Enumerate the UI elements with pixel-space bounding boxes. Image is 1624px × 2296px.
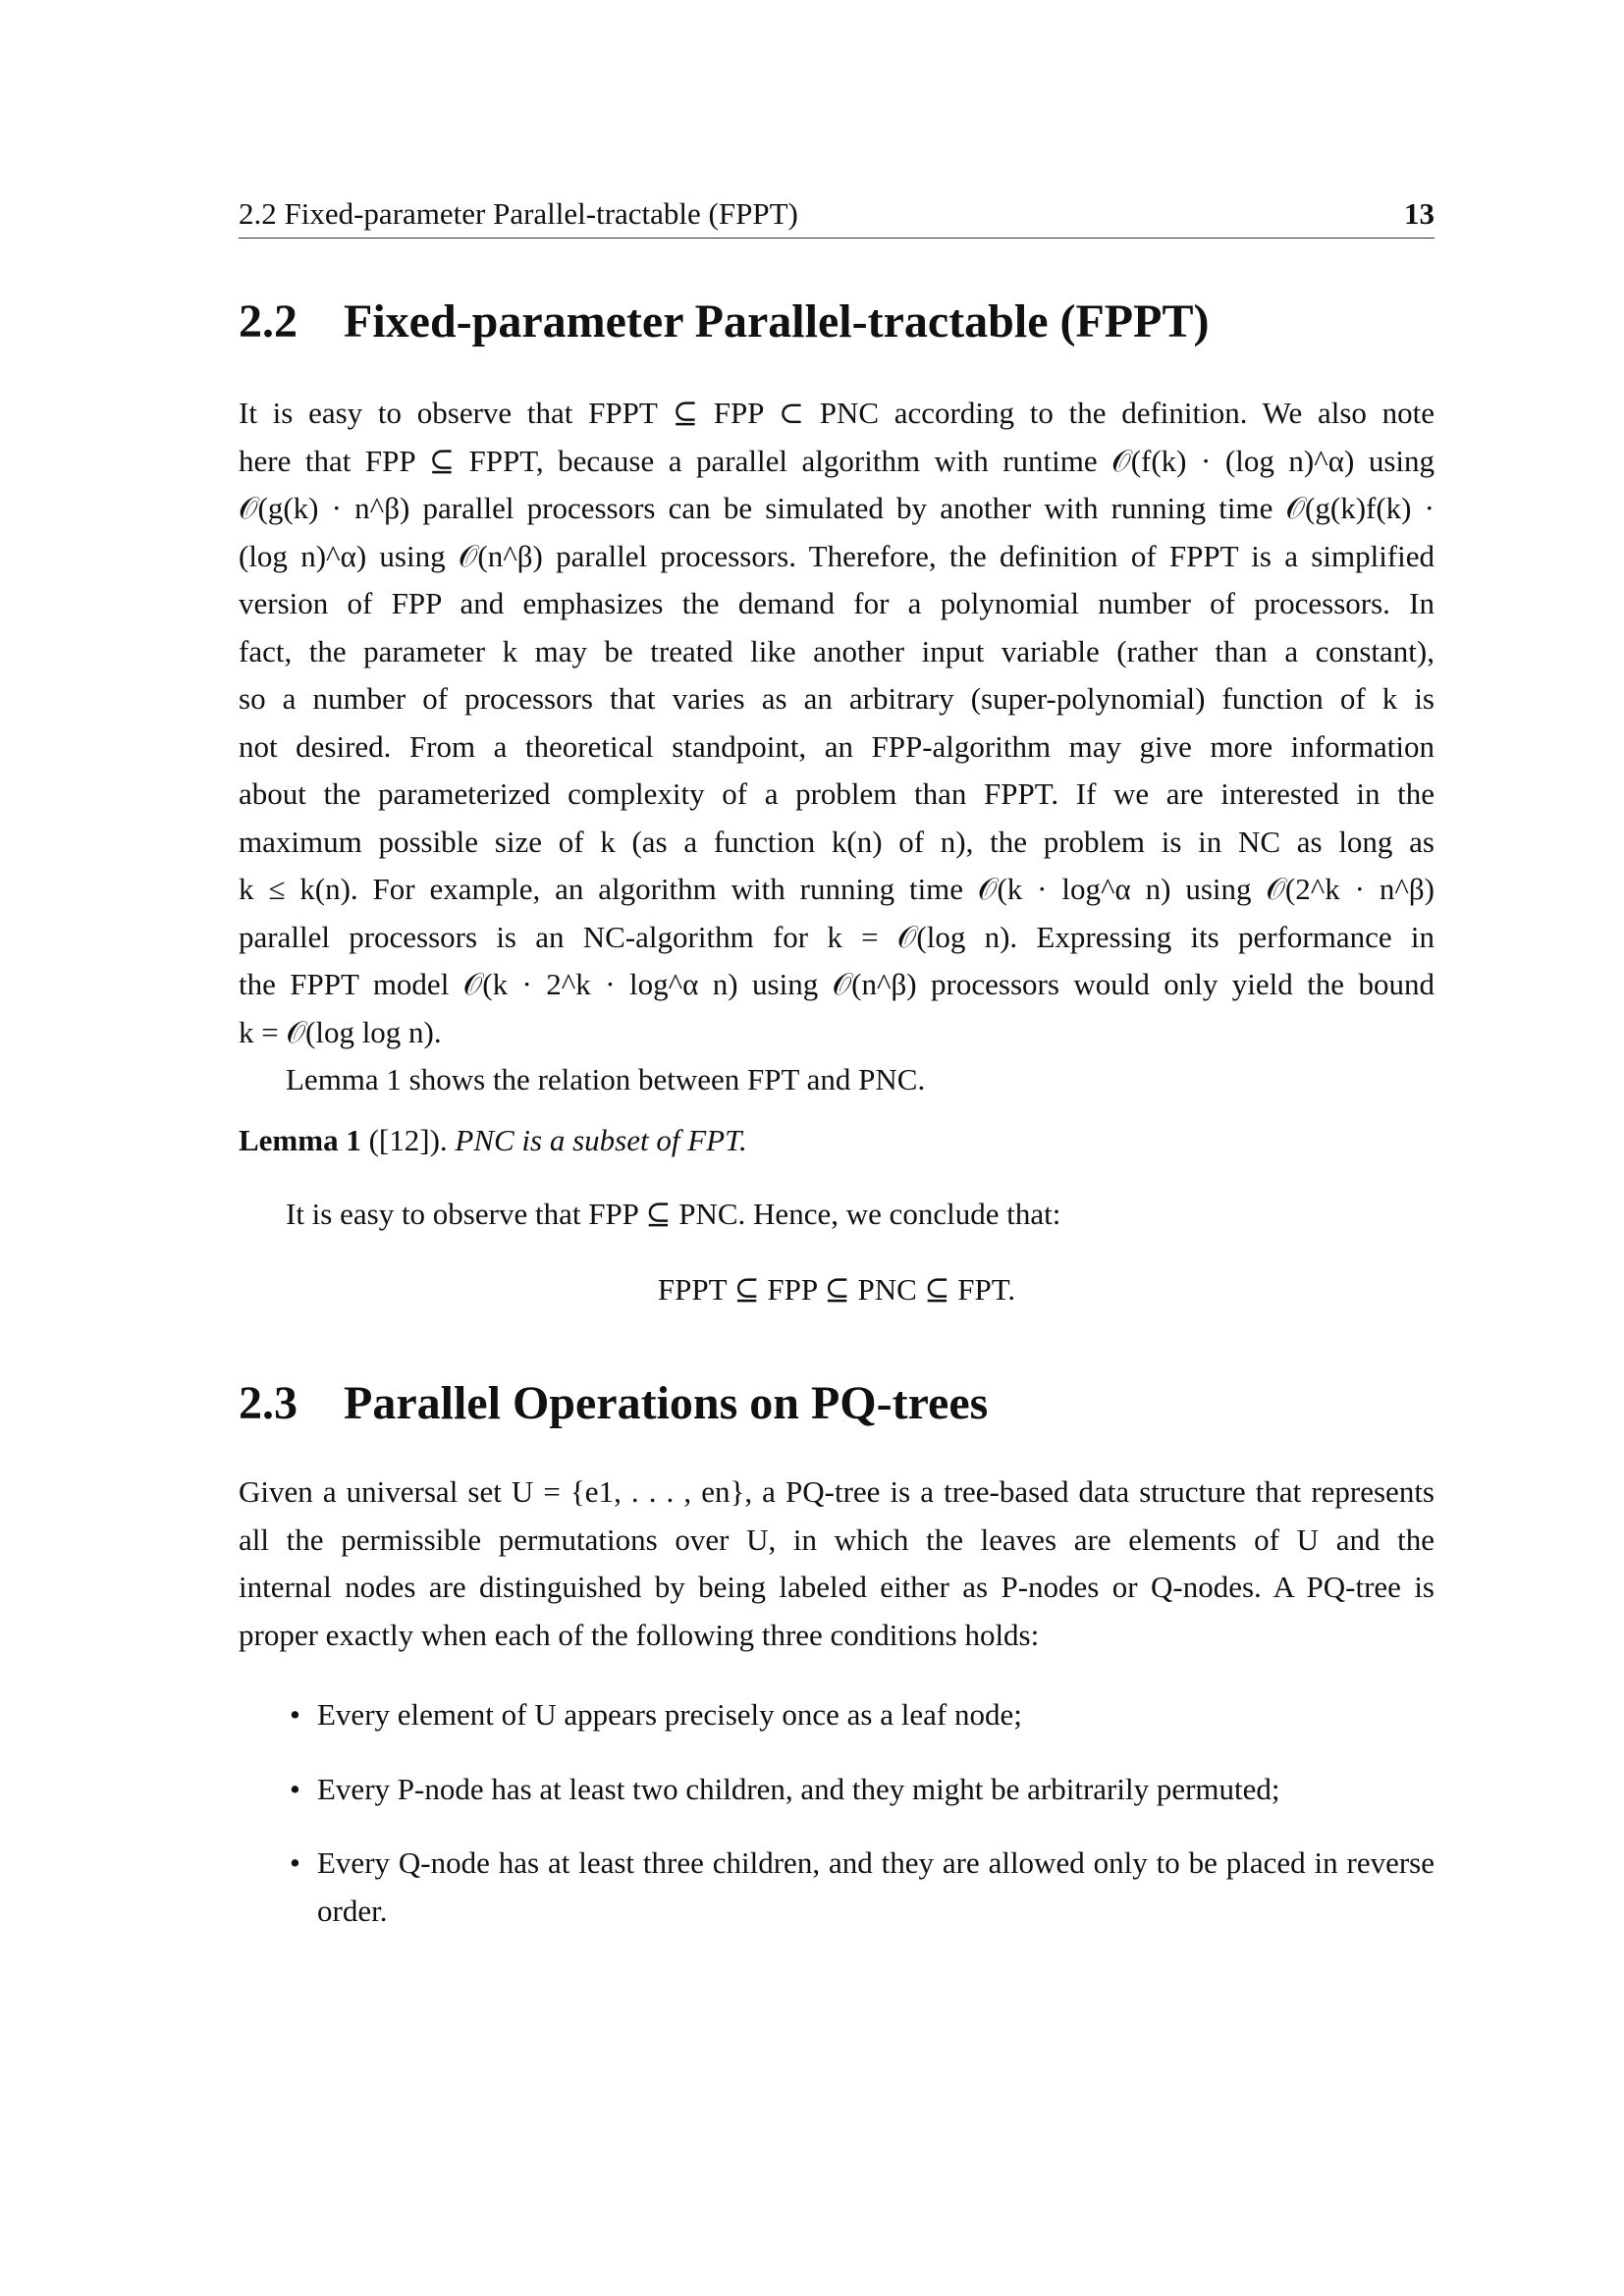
section-number: 2.3 [239,1377,298,1429]
list-item-text: Every P-node has at least two children, and they might be arbitrarily permuted; [317,1771,1280,1806]
section-heading-2-2 [239,294,1209,348]
section-number: 2.2 [239,295,298,347]
display-equation: FPPT ⊆ FPP ⊆ PNC ⊆ FPT. [657,1272,1016,1307]
paragraph-line: It is easy to observe that FPPT ⊆ FPP ⊂ PNC according to the definition. We also note [239,396,1435,430]
lemma-1 [239,1117,1435,1165]
section-heading-2-3 [239,1376,988,1430]
section-2-2-paragraph [239,390,1435,1104]
paragraph-line: about the parameterized complexity of a problem than FPPT. If we are interested in the [239,776,1435,811]
lemma-statement: PNC is a subset of FPT. [455,1123,747,1157]
paragraph-line: fact, the parameter k may be treated like another input variable (rather than a constant), [239,633,1435,668]
bullet-icon: • [290,1845,300,1880]
paragraph-line: Given a universal set U = {e1, . . . , en}, a PQ-tree is a tree-based data structure that represents [239,1474,1435,1509]
section-title: Parallel Operations on PQ-trees [344,1377,989,1429]
section-title: Fixed-parameter Parallel-tractable (FPPT) [344,295,1210,347]
paragraph-line: so a number of processors that varies as an arbitrary (super-polynomial) function of k is [239,681,1435,716]
bullet-icon: • [290,1771,300,1806]
paragraph-line: all the permissible permutations over U, in which the leaves are elements of U and the [239,1522,1435,1557]
list-item [239,1766,1435,1814]
bullet-icon: • [290,1697,300,1732]
paragraph-line: parallel processors is an NC-algorithm for k = 𝒪(log n). Expressing its performance in [239,919,1435,954]
list-item-text: Every Q-node has at least three children, and they are allowed only to be placed in reverse order. [317,1845,1435,1928]
paragraph-line: the FPPT model 𝒪(k · 2^k · log^α n) using 𝒪(n^β) processors would only yield the bound [239,967,1435,1001]
conditions-list [239,1691,1435,1935]
lemma-label: Lemma 1 [239,1123,361,1157]
paragraph-line: proper exactly when each of the following three conditions holds: [239,1617,1040,1652]
running-head [239,196,1435,239]
paragraph-line: (log n)^α) using 𝒪(n^β) parallel processors. Therefore, the definition of FPPT is a simplified [239,538,1435,573]
paragraph-line: here that FPP ⊆ FPPT, because a parallel algorithm with runtime 𝒪(f(k) · (log n)^α) using [239,443,1435,478]
paragraph-line: internal nodes are distinguished by being labeled either as P-nodes or Q-nodes. A PQ-tree is [239,1570,1435,1604]
page-number: 13 [1404,196,1435,231]
paragraph-line: 𝒪(g(k) · n^β) parallel processors can be simulated by another with running time 𝒪(g(k)f(k) · [239,491,1435,525]
list-item-text: Every element of U appears precisely once as a leaf node; [317,1697,1022,1732]
paragraph-line: version of FPP and emphasizes the demand for a polynomial number of processors. In [239,586,1435,620]
paragraph-line: k = 𝒪(log log n). [239,1014,442,1049]
paragraph-line: maximum possible size of k (as a function k(n) of n), the problem is in NC as long as [239,824,1435,859]
list-item [239,1840,1435,1935]
running-head-title: 2.2 Fixed-parameter Parallel-tractable (FPPT) [239,196,798,231]
paragraph-line: k ≤ k(n). For example, an algorithm with running time 𝒪(k · log^α n) using 𝒪(2^k · n^β) [239,872,1435,906]
lemma-intro: Lemma 1 shows the relation between FPT and PNC. [286,1062,926,1096]
section-2-3-paragraph [239,1468,1435,1659]
paragraph-line: not desired. From a theoretical standpoint, an FPP-algorithm may give more information [239,728,1435,764]
lemma-citation: ([12]). [368,1123,448,1157]
observation-text: It is easy to observe that FPP ⊆ PNC. Hence, we conclude that: [286,1197,1061,1231]
list-item [239,1691,1435,1739]
